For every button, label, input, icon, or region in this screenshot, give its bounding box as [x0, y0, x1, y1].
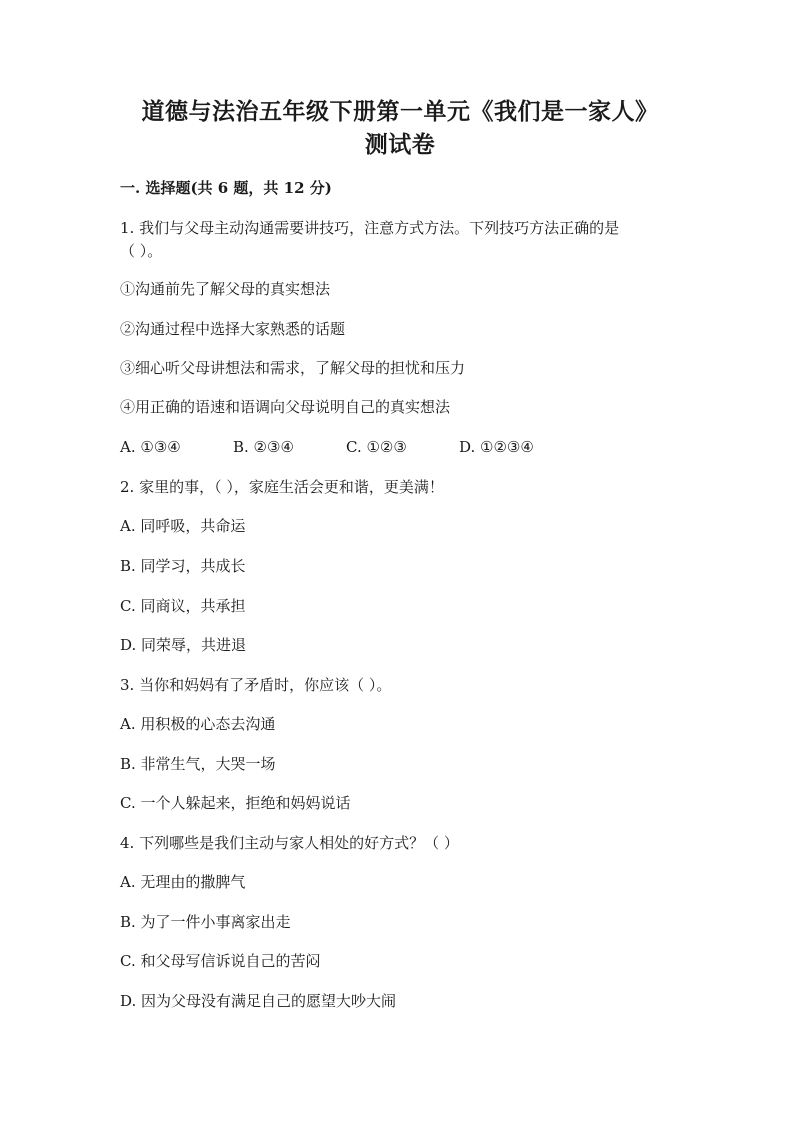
question-4-option-b: B. 为了一件小事离家出走	[120, 913, 291, 931]
question-1-statement-4: ④用正确的语速和语调向父母说明自己的真实想法	[120, 398, 451, 416]
question-4-option-d: D. 因为父母没有满足自己的愿望大吵大闹	[120, 992, 397, 1010]
question-1-stem-blank: （ ）。	[120, 242, 163, 260]
question-3-stem: 3. 当你和妈妈有了矛盾时，你应该（ ）。	[120, 676, 392, 694]
exam-title-line2: 测试卷	[364, 131, 436, 158]
question-2-option-c: C. 同商议，共承担	[120, 597, 246, 615]
exam-title: 道德与法治五年级下册第一单元《我们是一家人》	[141, 98, 659, 125]
question-4-option-c: C. 和父母写信诉说自己的苦闷	[120, 952, 321, 970]
question-1-option-d: D. ①②③④	[459, 438, 534, 456]
question-1-stem: 1. 我们与父母主动沟通需要讲技巧，注意方式方法。下列技巧方法正确的是	[120, 219, 620, 237]
question-1-option-a: A. ①③④	[120, 438, 181, 456]
question-1-statement-2: ②沟通过程中选择大家熟悉的话题	[120, 320, 346, 338]
question-3-option-b: B. 非常生气，大哭一场	[120, 755, 276, 773]
question-1-statement-1: ①沟通前先了解父母的真实想法	[120, 280, 331, 298]
question-2-option-b: B. 同学习，共成长	[120, 557, 246, 575]
question-2-option-a: A. 同呼吸，共命运	[120, 517, 246, 535]
question-4-option-a: A. 无理由的撒脾气	[120, 873, 246, 891]
question-1-statement-3: ③细心听父母讲想法和需求，了解父母的担忧和压力	[120, 359, 466, 377]
question-2-option-d: D. 同荣辱，共进退	[120, 636, 247, 654]
question-3-option-c: C. 一个人躲起来，拒绝和妈妈说话	[120, 794, 351, 812]
question-3-option-a: A. 用积极的心态去沟通	[120, 715, 276, 733]
question-1-option-c: C. ①②③	[346, 438, 407, 456]
section-heading: 一. 选择题(共 6 题，共 12 分)	[120, 179, 332, 197]
question-1-option-b: B. ②③④	[233, 438, 294, 456]
question-4-stem: 4. 下列哪些是我们主动与家人相处的好方式？（ ）	[120, 834, 459, 852]
question-2-stem: 2. 家里的事，（ ），家庭生活会更和谐，更美满！	[120, 478, 444, 496]
